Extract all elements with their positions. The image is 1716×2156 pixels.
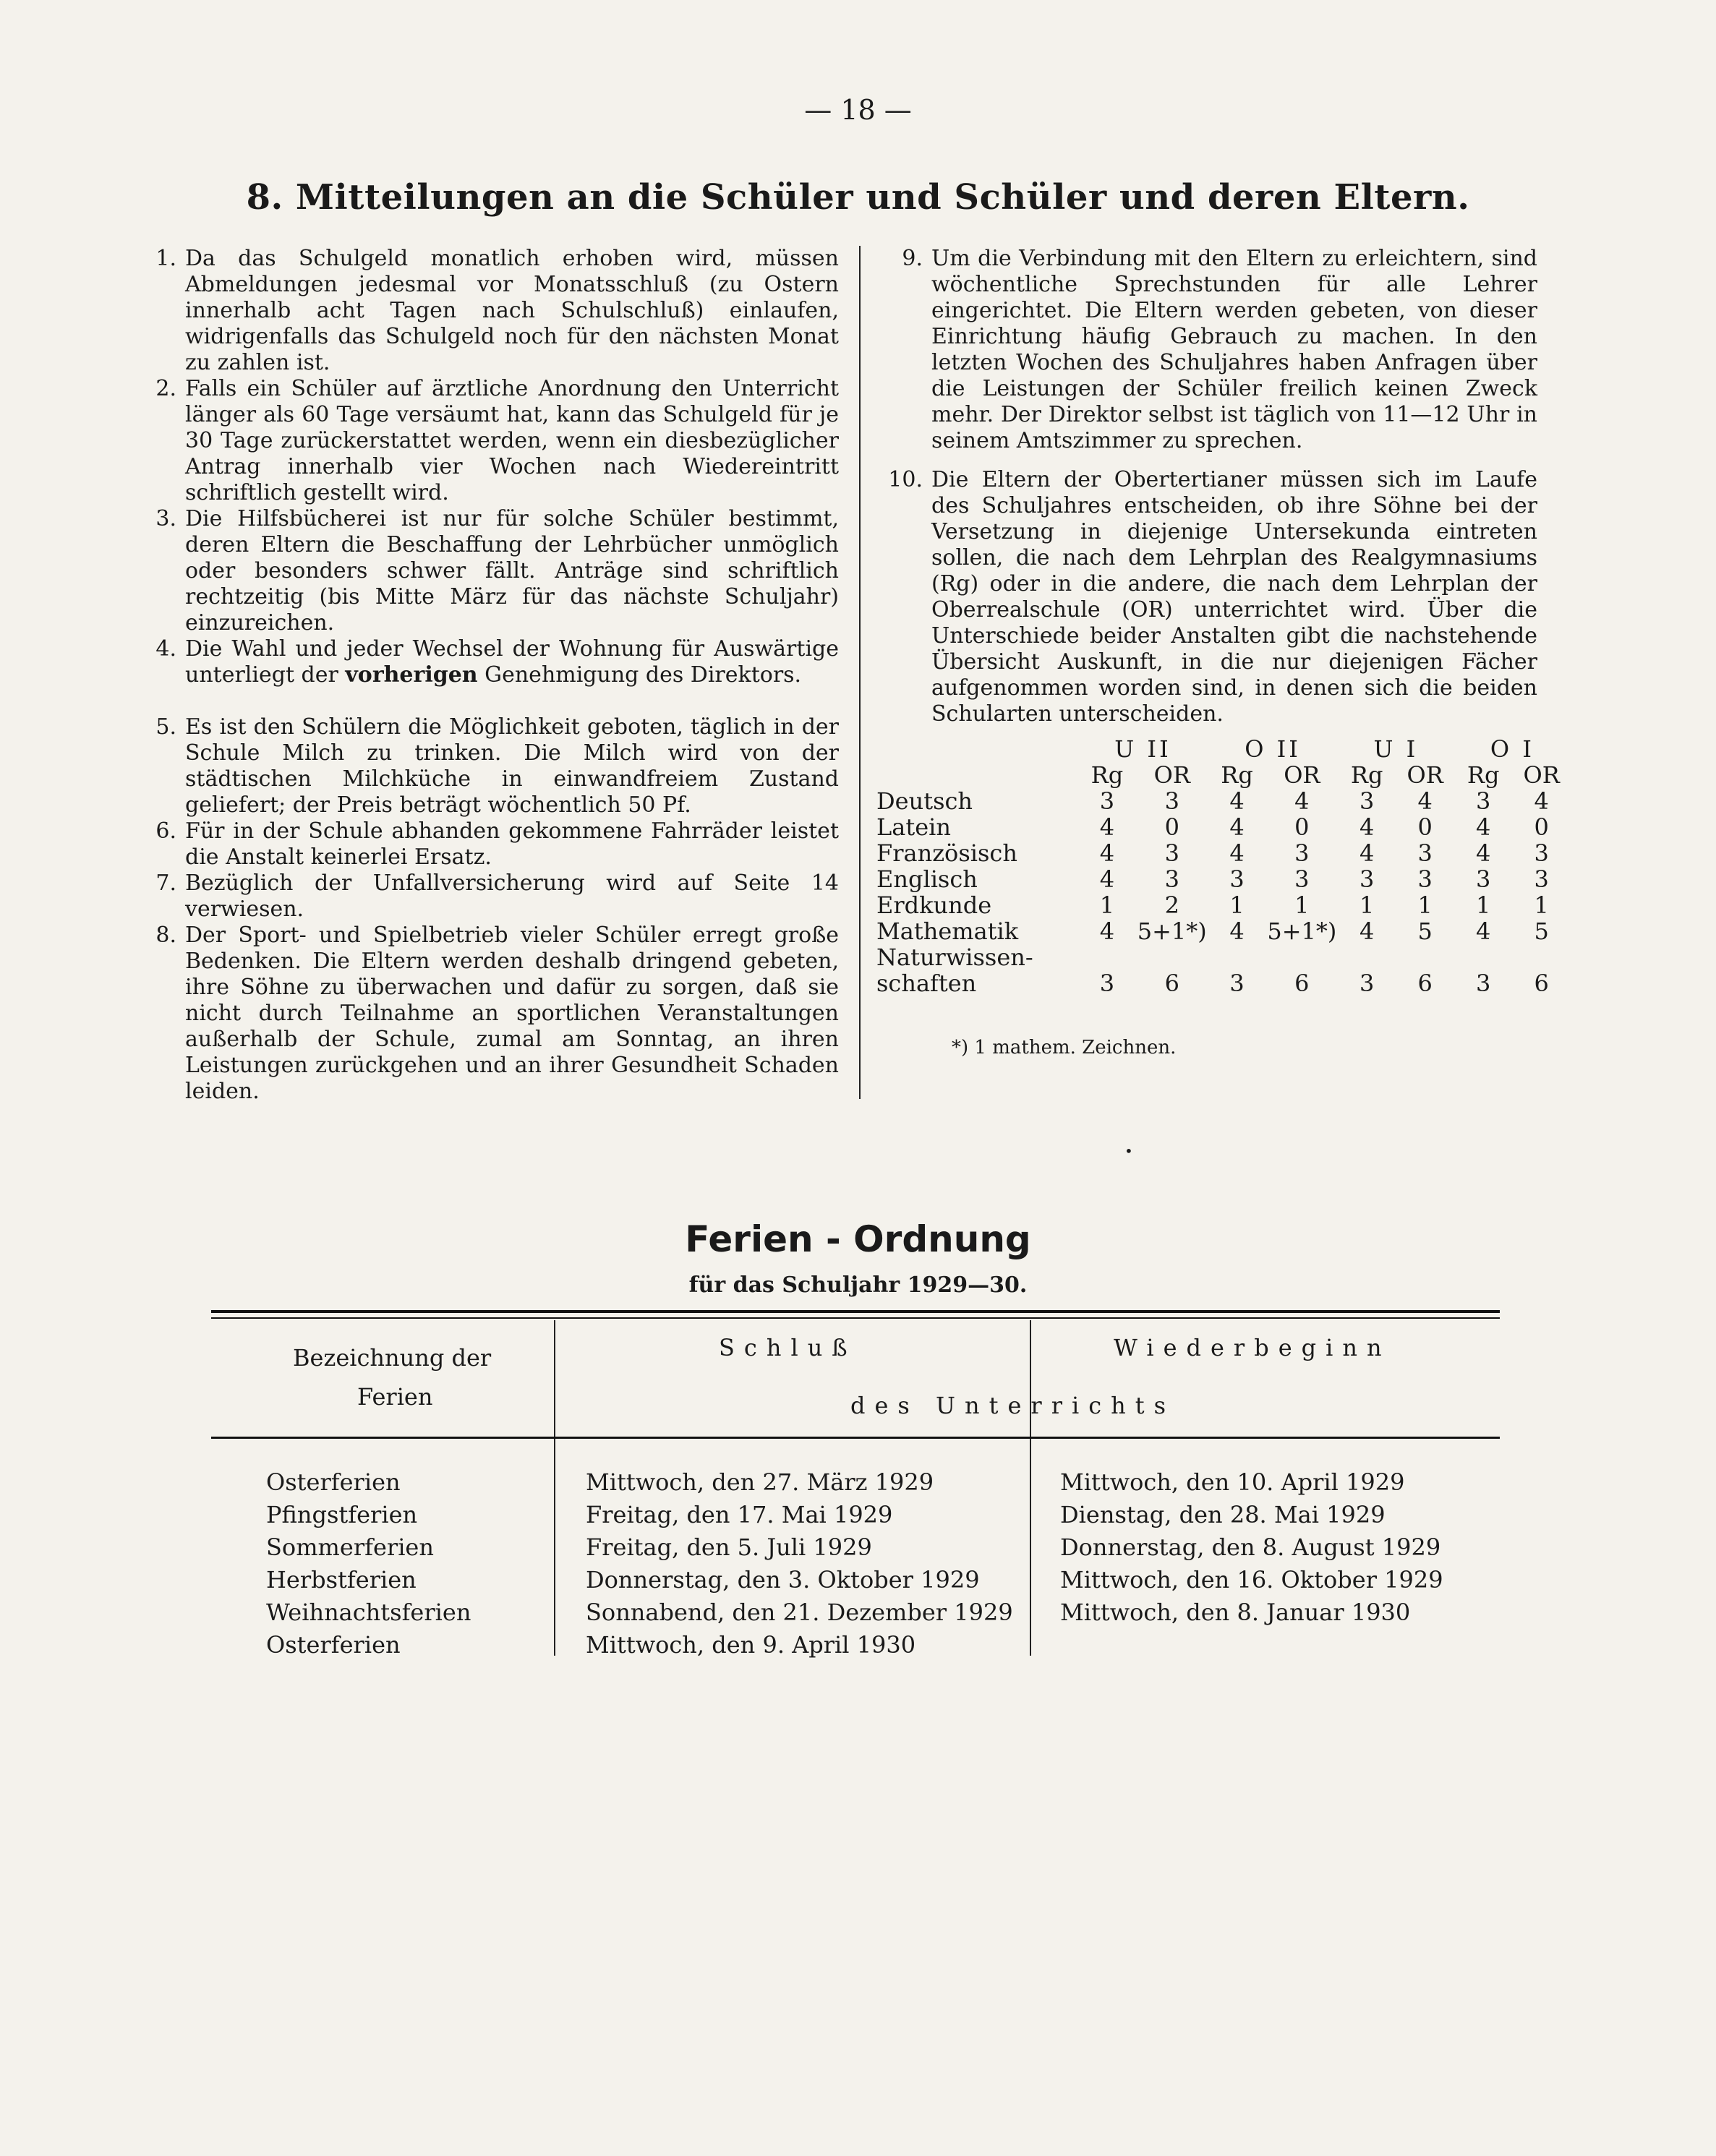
- holiday-restart-dates: [1060, 1466, 1508, 1629]
- value-cell: 4: [1229, 839, 1245, 867]
- table-top-rule: [211, 1310, 1500, 1313]
- value-cell: 3: [1359, 787, 1375, 815]
- holiday-name: Osterferien: [266, 1631, 401, 1659]
- holiday-restart-date: Mittwoch, den 10. April 1929: [1060, 1468, 1405, 1496]
- notice-text-emphasis: vorherigen: [345, 662, 478, 688]
- value-cell: 0: [1294, 813, 1310, 841]
- notice-text-after: Genehmigung des Direktors.: [477, 662, 802, 688]
- value-cell: 0: [1417, 813, 1433, 841]
- notice-item: [902, 246, 1537, 454]
- group-header: O II: [1245, 735, 1301, 763]
- value-cell: 3: [1534, 839, 1549, 867]
- holiday-name: Sommerferien: [266, 1533, 434, 1561]
- page-number: — 18 —: [804, 94, 912, 126]
- value-cell: 1: [1475, 891, 1491, 919]
- holiday-name: Herbstferien: [266, 1566, 417, 1594]
- value-cell: 5: [1417, 917, 1433, 945]
- value-cell: 1: [1417, 891, 1433, 919]
- subject-cell: Französisch: [876, 839, 1017, 867]
- value-cell: [1266, 944, 1338, 970]
- notice-item: [155, 923, 839, 1105]
- notice-text: Der Sport- und Spielbetrieb vieler Schüler erregt große Bedenken. Die Eltern werden deshalb dringend gebeten, ihre Söhne zu überwachen und dafür zu sorgen, daß sie nicht durch Teilnahme an sportlichen Veranstaltungen außerhalb der Schule, zumal am Sonntag, an ihren Leistungen zurückgehen und an ihrer Gesundheit Schaden leiden.: [185, 923, 839, 1104]
- value-cell: 3: [1359, 865, 1375, 893]
- value-cell: 4: [1359, 917, 1375, 945]
- table-row: [876, 970, 1571, 996]
- value-cell: 3: [1229, 970, 1245, 997]
- value-cell: 3: [1417, 865, 1433, 893]
- value-cell: 3: [1294, 865, 1310, 893]
- notice-text: Um die Verbindung mit den Eltern zu erleichtern, sind wöchentliche Sprechstunden für alle Lehrer eingerichtet. Die Eltern werden gebeten, von dieser Einrichtung häufig Gebrauch zu machen. In den letzten Wochen des Schuljahres haben Anfragen über die Leistungen der Schüler freilich keinen Zweck mehr. Der Direktor selbst ist täglich von 11—12 Uhr in seinem Amtszimmer zu sprechen.: [931, 246, 1537, 453]
- value-cell: 4: [1534, 787, 1549, 815]
- holiday-end-date: Mittwoch, den 27. März 1929: [586, 1468, 934, 1496]
- holiday-name: Pfingstferien: [266, 1501, 418, 1528]
- subject-cell: schaften: [876, 970, 977, 997]
- value-cell: 4: [1229, 917, 1245, 945]
- value-cell: 1: [1294, 891, 1310, 919]
- value-cell: 4: [1099, 917, 1115, 945]
- table-top-rule-thin: [211, 1317, 1500, 1319]
- grade-table: [876, 736, 1571, 996]
- notice-text: Die Hilfsbücherei ist nur für solche Schüler bestimmt, deren Eltern die Beschaffung der Lehrbücher unmöglich oder besonders schwer fällt. Anträge sind schriftlich rechtzeitig (bis Mitte März für das nächste Schuljahr) einzureichen.: [185, 506, 839, 636]
- notice-number: 7.: [155, 870, 176, 896]
- holiday-end-date: Sonnabend, den 21. Dezember 1929: [586, 1599, 1013, 1626]
- value-cell: 3: [1475, 865, 1491, 893]
- notice-number: 2.: [155, 376, 176, 401]
- group-header: U II: [1114, 735, 1171, 763]
- notice-item: [155, 870, 839, 923]
- value-cell: 4: [1099, 839, 1115, 867]
- notice-text: Die Eltern der Obertertianer müssen sich im Laufe des Schuljahres entscheiden, ob ihre Söhne bei der Versetzung in diejenige Untersekunda eintreten sollen, die nach dem Lehrplan des Realgymnasiums (Rg) oder in die andere, die nach dem Lehrplan der Oberrealschule (OR) unterrichtet wird. Über die Unterschiede beider Anstalten gibt die nachstehende Übersicht Auskunft, in die nur diejenigen Fächer aufgenommen worden sind, in denen sich die beiden Schularten unterscheiden.: [931, 467, 1537, 727]
- subheader: Rg: [1221, 761, 1253, 789]
- value-cell: 6: [1164, 970, 1179, 997]
- value-cell: 5+1*): [1267, 917, 1337, 945]
- value-cell: 4: [1099, 865, 1115, 893]
- value-cell: 1: [1229, 891, 1245, 919]
- value-cell: 5+1*): [1137, 917, 1207, 945]
- holiday-name: Weihnachtsferien: [266, 1599, 471, 1626]
- notice-number: 4.: [155, 636, 176, 662]
- subject-cell: Deutsch: [876, 787, 973, 815]
- table-row: [876, 840, 1571, 866]
- header-unterrichts: des Unterrichts: [850, 1392, 1176, 1419]
- value-cell: [1078, 944, 1137, 970]
- value-cell: [1208, 944, 1266, 970]
- holiday-title: Ferien - Ordnung: [685, 1218, 1031, 1260]
- value-cell: 3: [1164, 865, 1179, 893]
- column-divider: [1030, 1320, 1031, 1656]
- value-cell: 4: [1229, 813, 1245, 841]
- table-row: [876, 814, 1571, 840]
- holiday-end-dates: [586, 1466, 1027, 1661]
- column-divider: [859, 246, 861, 1099]
- holiday-end-date: Donnerstag, den 3. Oktober 1929: [586, 1566, 980, 1594]
- notice-text: Für in der Schule abhanden gekommene Fahrräder leistet die Anstalt keinerlei Ersatz.: [185, 818, 839, 870]
- value-cell: 3: [1164, 839, 1179, 867]
- value-cell: 0: [1164, 813, 1179, 841]
- value-cell: 4: [1359, 813, 1375, 841]
- notice-item: [155, 818, 839, 870]
- subject-cell: Mathematik: [876, 917, 1019, 945]
- value-cell: 3: [1417, 839, 1433, 867]
- subject-cell: Englisch: [876, 865, 978, 893]
- holiday-name: Osterferien: [266, 1468, 401, 1496]
- table-row: [876, 944, 1571, 970]
- value-cell: [1396, 944, 1454, 970]
- value-cell: 4: [1417, 787, 1433, 815]
- value-cell: [1454, 944, 1513, 970]
- notice-item: [155, 506, 839, 636]
- value-cell: 1: [1534, 891, 1549, 919]
- holiday-end-date: Freitag, den 17. Mai 1929: [586, 1501, 893, 1528]
- notice-text: Bezüglich der Unfallversicherung wird auf Seite 14 verwiesen.: [185, 870, 839, 922]
- notice-item: [155, 636, 839, 688]
- separator-dot: •: [1124, 1142, 1133, 1160]
- value-cell: 4: [1359, 839, 1375, 867]
- holiday-subtitle: für das Schuljahr 1929—30.: [688, 1272, 1028, 1298]
- holiday-restart-date: Mittwoch, den 16. Oktober 1929: [1060, 1566, 1443, 1594]
- holiday-end-date: Mittwoch, den 9. April 1930: [586, 1631, 916, 1659]
- value-cell: 3: [1294, 839, 1310, 867]
- value-cell: 1: [1099, 891, 1115, 919]
- holiday-names: [266, 1466, 548, 1661]
- holiday-end-date: Freitag, den 5. Juli 1929: [586, 1533, 872, 1561]
- group-header: U I: [1373, 735, 1419, 763]
- notice-item: [155, 246, 839, 376]
- subheader: Rg: [1350, 761, 1383, 789]
- subheader: OR: [1523, 761, 1560, 789]
- notice-number: 5.: [155, 714, 176, 740]
- value-cell: 3: [1099, 970, 1115, 997]
- value-cell: 2: [1164, 891, 1179, 919]
- value-cell: 3: [1475, 787, 1491, 815]
- notice-item: [155, 714, 839, 818]
- header-bottom-rule: [211, 1437, 1500, 1439]
- value-cell: 5: [1534, 917, 1549, 945]
- table-row: [876, 892, 1571, 918]
- value-cell: 3: [1229, 865, 1245, 893]
- notice-number: 8.: [155, 923, 176, 948]
- holiday-restart-date: Donnerstag, den 8. August 1929: [1060, 1533, 1441, 1561]
- holiday-restart-date: Mittwoch, den 8. Januar 1930: [1060, 1599, 1411, 1626]
- value-cell: 6: [1294, 970, 1310, 997]
- header-schluss: Schluß: [719, 1334, 857, 1361]
- value-cell: 4: [1475, 839, 1491, 867]
- subheader: Rg: [1090, 761, 1124, 789]
- value-cell: 6: [1534, 970, 1549, 997]
- value-cell: [1136, 944, 1208, 970]
- value-cell: 3: [1359, 970, 1375, 997]
- column-divider: [554, 1320, 555, 1656]
- subheader: OR: [1153, 761, 1190, 789]
- grade-table-group-header: [876, 736, 1571, 762]
- notice-number: 10.: [888, 467, 923, 492]
- notice-item: [155, 376, 839, 506]
- table-row: [876, 918, 1571, 944]
- header-col1-line1: Bezeichnung der: [293, 1344, 492, 1372]
- value-cell: 3: [1164, 787, 1179, 815]
- notice-number: 1.: [155, 246, 176, 271]
- value-cell: [1338, 944, 1396, 970]
- value-cell: 4: [1475, 813, 1491, 841]
- value-cell: 3: [1475, 970, 1491, 997]
- subheader: Rg: [1467, 761, 1500, 789]
- notice-number: 9.: [902, 246, 923, 271]
- subject-cell: Naturwissen-: [876, 944, 1033, 971]
- grade-table-subheader: [876, 762, 1571, 788]
- value-cell: 6: [1417, 970, 1433, 997]
- subject-cell: Erdkunde: [876, 891, 992, 919]
- notice-number: 3.: [155, 506, 176, 531]
- grade-table-footnote: *) 1 mathem. Zeichnen.: [952, 1037, 1177, 1058]
- value-cell: 4: [1294, 787, 1310, 815]
- notice-text: Falls ein Schüler auf ärztliche Anordnung den Unterricht länger als 60 Tage versäumt hat, kann das Schulgeld für je 30 Tage zurückerstattet werden, wenn ein diesbezüglicher Antrag innerhalb vier Wochen nach Wiedereintritt schriftlich gestellt wird.: [185, 376, 839, 505]
- subheader: OR: [1284, 761, 1320, 789]
- value-cell: 1: [1359, 891, 1375, 919]
- table-row: [876, 866, 1571, 892]
- table-row: [876, 788, 1571, 814]
- notice-text-before: Die Wahl und jeder Wechsel der Wohnung für Auswärtige unterliegt der: [185, 636, 839, 688]
- group-header: O I: [1490, 735, 1534, 763]
- value-cell: 3: [1099, 787, 1115, 815]
- value-cell: 3: [1534, 865, 1549, 893]
- notice-text: Es ist den Schülern die Möglichkeit geboten, täglich in der Schule Milch zu trinken. Die Milch wird von der städtischen Milchküche in einwandfreiem Zustand geliefert; der Preis beträgt wöchentlich 50 Pf.: [185, 714, 839, 818]
- value-cell: 4: [1099, 813, 1115, 841]
- header-wiederbeginn: Wiederbeginn: [1114, 1334, 1391, 1361]
- notice-number: 6.: [155, 818, 176, 844]
- notice-text: Da das Schulgeld monatlich erhoben wird, müssen Abmeldungen jedesmal vor Monatsschluß (zu Ostern innerhalb acht Tagen nach Schulschluß) einlaufen, widrigenfalls das Schulgeld noch für den nächsten Monat zu zahlen ist.: [185, 246, 839, 375]
- value-cell: 0: [1534, 813, 1549, 841]
- section-heading: 8. Mitteilungen an die Schüler und Schüler und deren Eltern.: [246, 177, 1470, 218]
- value-cell: [1512, 944, 1571, 970]
- value-cell: 4: [1229, 787, 1245, 815]
- header-col1-line2: Ferien: [357, 1383, 433, 1411]
- subheader: OR: [1406, 761, 1443, 789]
- notice-item: [888, 467, 1537, 727]
- value-cell: 4: [1475, 917, 1491, 945]
- subject-cell: Latein: [876, 813, 951, 841]
- holiday-restart-date: Dienstag, den 28. Mai 1929: [1060, 1501, 1386, 1528]
